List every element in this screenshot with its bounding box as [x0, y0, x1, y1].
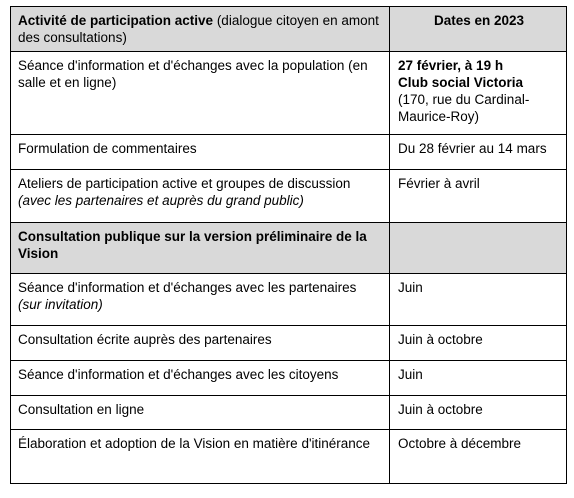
activity-text: Séance d'information et d'échanges avec les partenaires	[18, 280, 357, 295]
activity-text: Séance d'information et d'échanges avec les citoyens	[18, 367, 339, 382]
date-text: Juin	[398, 367, 423, 382]
header-activity-rest: (dialogue citoyen en amont des consultations)	[18, 13, 379, 45]
table-row	[11, 274, 567, 326]
activity-italic: (sur invitation)	[18, 297, 103, 312]
table-row	[11, 361, 567, 396]
date-text: Du 28 février au 14 mars	[398, 141, 547, 156]
table-row	[11, 52, 567, 135]
date-text: Février à avril	[398, 176, 480, 191]
date-text: Juin à octobre	[398, 332, 483, 347]
table-row	[11, 326, 567, 361]
header-activity-cell	[11, 7, 390, 52]
activity-cell	[11, 430, 390, 484]
section-title-cell	[11, 223, 390, 274]
activity-cell	[11, 170, 390, 223]
date-cell	[390, 396, 567, 430]
activity-text: Ateliers de participation active et groupes de discussion	[18, 176, 351, 191]
table-row	[11, 135, 567, 170]
table-row	[11, 170, 567, 223]
date-cell	[390, 361, 567, 396]
date-text: Juin	[398, 280, 423, 295]
activity-cell	[11, 361, 390, 396]
header-activity-bold: Activité de participation active	[18, 13, 214, 28]
section-title: Consultation publique sur la version préliminaire de la Vision	[18, 229, 367, 261]
date-cell	[390, 170, 567, 223]
date-text: Octobre à décembre	[398, 436, 522, 451]
schedule-table	[10, 6, 567, 484]
date-cell	[390, 326, 567, 361]
activity-italic: (avec les partenaires et auprès du grand public)	[18, 193, 304, 208]
table-row	[11, 430, 567, 484]
activity-text: Consultation en ligne	[18, 402, 145, 417]
activity-cell	[11, 274, 390, 326]
date-cell	[390, 430, 567, 484]
activity-cell	[11, 326, 390, 361]
activity-cell	[11, 396, 390, 430]
date-cell	[390, 52, 567, 135]
section-empty-cell	[390, 223, 567, 274]
table-row	[11, 396, 567, 430]
date-bold-2: Club social Victoria	[398, 75, 524, 90]
date-cell	[390, 135, 567, 170]
section-row	[11, 223, 567, 274]
activity-text: Consultation écrite auprès des partenaires	[18, 332, 272, 347]
activity-text: Élaboration et adoption de la Vision en matière d'itinérance	[18, 436, 371, 451]
header-dates: Dates en 2023	[433, 13, 525, 28]
header-dates-cell	[390, 7, 567, 52]
date-bold-1: 27 février, à 19 h	[398, 58, 504, 73]
activity-cell	[11, 135, 390, 170]
date-text: Juin à octobre	[398, 402, 483, 417]
date-cell	[390, 274, 567, 326]
activity-text: Séance d'information et d'échanges avec la population (en salle et en ligne)	[18, 58, 368, 90]
activity-text: Formulation de commentaires	[18, 141, 197, 156]
date-rest: (170, rue du Cardinal-Maurice-Roy)	[398, 92, 530, 124]
activity-cell	[11, 52, 390, 135]
table-header-row	[11, 7, 567, 52]
